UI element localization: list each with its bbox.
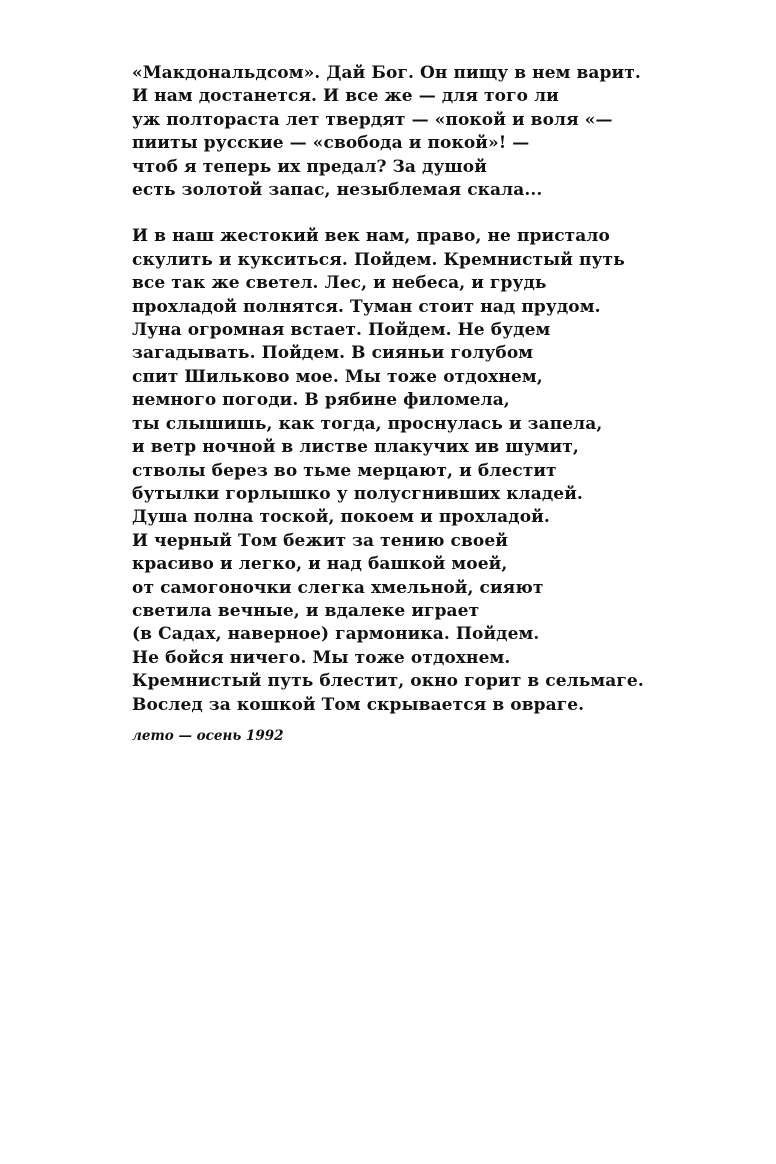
- poem-line: пииты русские — «свобода и покой»! —: [132, 133, 530, 154]
- poem-line: спит Шильково мое. Мы тоже отдохнем,: [132, 366, 543, 387]
- poem-line: (в Садах, наверное) гармоника. Пойдем.: [132, 624, 540, 645]
- poem-line: И черный Том бежит за тению своей: [132, 530, 508, 551]
- poem-date: лето — осень 1992: [132, 727, 284, 744]
- poem-line: И в наш жестокий век нам, право, не пристало: [132, 226, 610, 247]
- poem-line: стволы берез во тьме мерцают, и блестит: [132, 460, 557, 481]
- poem-line: прохладой полнятся. Туман стоит над прудом.: [132, 296, 601, 317]
- poem-line: Кремнистый путь блестит, окно горит в сельмаге.: [132, 671, 644, 692]
- poem-line: от самогоночки слегка хмельной, сияют: [132, 577, 544, 598]
- poem-line: бутылки горлышко у полусгнивших кладей.: [132, 483, 583, 504]
- poem-line: Вослед за кошкой Том скрывается в овраге.: [132, 694, 585, 715]
- poem-line: И нам достанется. И все же — для того ли: [132, 86, 559, 107]
- poem-line: и ветр ночной в листве плакучих ив шумит,: [132, 437, 579, 458]
- poem-line: скулить и кукситься. Пойдем. Кремнистый путь: [132, 249, 625, 270]
- poem-line: немного погоди. В рябине филомела,: [132, 390, 510, 411]
- poem-line: загадывать. Пойдем. В сияньи голубом: [132, 343, 534, 364]
- poem-body: [132, 62, 732, 717]
- poem-line: все так же светел. Лес, и небеса, и грудь: [132, 273, 547, 294]
- poem-stanza: [132, 62, 732, 202]
- poem-page: [132, 62, 732, 746]
- poem-line: «Макдональдсом». Дай Бог. Он пищу в нем варит.: [132, 63, 641, 83]
- poem-line: Душа полна тоской, покоем и прохладой.: [132, 507, 550, 528]
- poem-line: Не бойся ничего. Мы тоже отдохнем.: [132, 647, 511, 668]
- poem-line: есть золотой запас, незыблемая скала...: [132, 180, 543, 201]
- poem-stanza: [132, 225, 732, 717]
- poem-line: светила вечные, и вдалеке играет: [132, 600, 480, 621]
- poem-line: чтоб я теперь их предал? За душой: [132, 156, 487, 177]
- poem-line: Луна огромная встает. Пойдем. Не будем: [132, 320, 551, 341]
- poem-line: красиво и легко, и над башкой моей,: [132, 554, 508, 575]
- poem-line: ты слышишь, как тогда, проснулась и запела,: [132, 413, 603, 434]
- poem-line: уж полтораста лет твердят — «покой и воля «—: [132, 109, 613, 130]
